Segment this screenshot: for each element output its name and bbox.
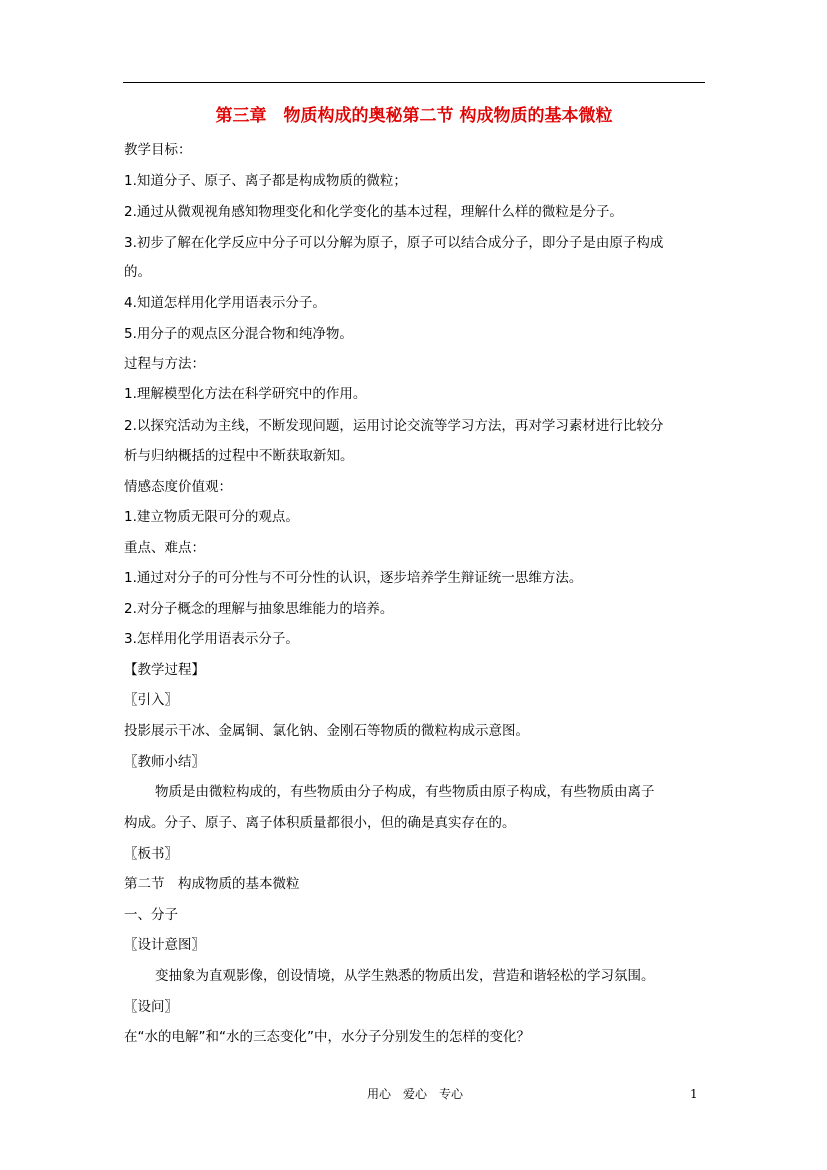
- values-item: 1.建立物质无限可分的观点。: [124, 509, 299, 525]
- section-heading-process: 过程与方法：: [124, 356, 205, 372]
- key-point-item: 2.对分子概念的理解与抽象思维能力的培养。: [124, 601, 394, 617]
- process-item: 2.以探究活动为主线，不断发现问题，运用讨论交流等学习方法，再对学习素材进行比较分: [124, 418, 664, 434]
- section-heading-objectives: 教学目标：: [124, 142, 192, 158]
- subheading-blackboard: 〖板书〗: [124, 846, 178, 862]
- subheading-teacher-summary: 〖教师小结〗: [124, 754, 205, 770]
- subheading-introduction: 〖引入〗: [124, 692, 178, 708]
- paragraph: 第二节 构成物质的基本微粒: [124, 876, 300, 892]
- header-rule: [123, 82, 705, 83]
- subheading-question: 〖设问〗: [124, 999, 178, 1015]
- section-heading-teaching-process: 【教学过程】: [124, 662, 205, 678]
- objective-item: 5.用分子的观点区分混合物和纯净物。: [124, 326, 353, 342]
- subheading-design-intent: 〖设计意图〗: [124, 937, 205, 953]
- paragraph-continuation: 构成。分子、原子、离子体积质量都很小，但的确是真实存在的。: [124, 815, 516, 831]
- document-title: 第三章 物质构成的奥秘第二节 构成物质的基本微粒: [215, 106, 613, 126]
- section-heading-values: 情感态度价值观：: [124, 479, 232, 495]
- objective-item: 2.通过从微观视角感知物理变化和化学变化的基本过程，理解什么样的微粒是分子。: [124, 204, 623, 220]
- process-item-continuation: 析与归纳概括的过程中不断获取新知。: [124, 448, 354, 464]
- objective-item: 4.知道怎样用化学用语表示分子。: [124, 295, 326, 311]
- paragraph: 物质是由微粒构成的，有些物质由分子构成，有些物质由原子构成，有些物质由离子: [155, 784, 655, 800]
- key-point-item: 1.通过对分子的可分性与不可分性的认识，逐步培养学生辩证统一思维方法。: [124, 570, 583, 586]
- paragraph: 一、分子: [124, 907, 178, 923]
- section-heading-key-points: 重点、难点：: [124, 540, 205, 556]
- paragraph: 投影展示干冰、金属铜、氯化钠、金刚石等物质的微粒构成示意图。: [124, 723, 529, 739]
- objective-item: 1.知道分子、原子、离子都是构成物质的微粒；: [124, 173, 407, 189]
- objective-item: 3.初步了解在化学反应中分子可以分解为原子，原子可以结合成分子，即分子是由原子构成: [124, 235, 664, 251]
- key-point-item: 3.怎样用化学用语表示分子。: [124, 631, 299, 647]
- page-number: 1: [690, 1087, 698, 1101]
- process-item: 1.理解模型化方法在科学研究中的作用。: [124, 386, 367, 402]
- objective-item-continuation: 的。: [124, 264, 151, 280]
- paragraph: 变抽象为直观影像，创设情境，从学生熟悉的物质出发，营造和谐轻松的学习氛围。: [155, 968, 655, 984]
- paragraph: 在“水的电解”和“水的三态变化”中，水分子分别发生的怎样的变化？: [124, 1029, 530, 1045]
- footer-motto: 用心 爱心 专心: [366, 1087, 463, 1101]
